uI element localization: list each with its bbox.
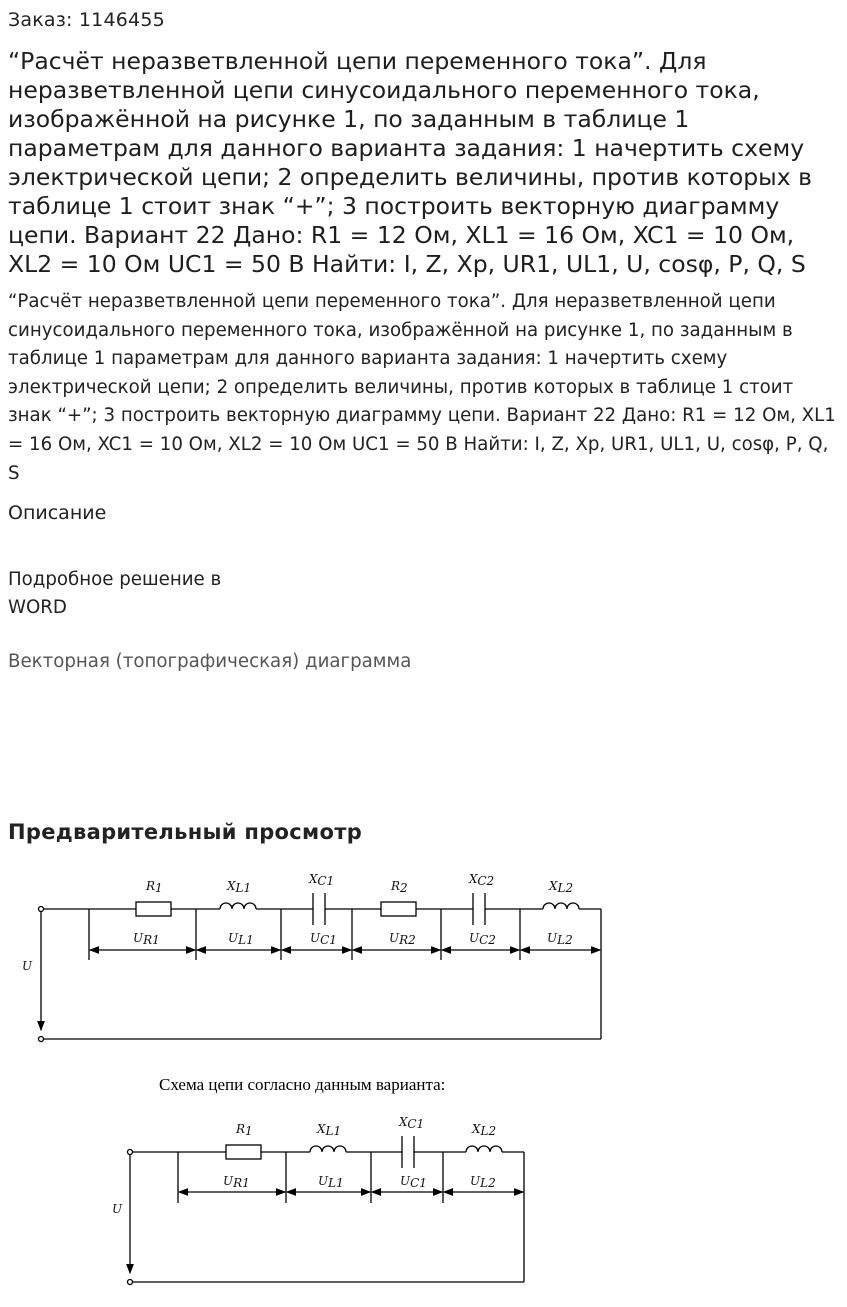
circuit1-el2-bottom: UL1 xyxy=(228,931,254,947)
preview-heading: Предварительный просмотр xyxy=(8,820,363,844)
circuit1-el4-bottom: UR2 xyxy=(389,931,416,947)
circuit2-source-label: U xyxy=(112,1202,123,1216)
circuit1-el3-bottom: UC1 xyxy=(310,931,337,947)
circuit2-el1-bottom: UR1 xyxy=(223,1174,250,1190)
circuit2-el2-bottom: UL1 xyxy=(318,1174,344,1190)
circuit1-el1-bottom: UR1 xyxy=(133,931,160,947)
circuit2-el1-top: R1 xyxy=(236,1122,253,1138)
solution-format xyxy=(8,566,221,622)
solution-format-line-2: WORD xyxy=(8,597,67,618)
circuit2-el3-bottom: UC1 xyxy=(400,1174,427,1190)
circuit2-el2-top: XL1 xyxy=(317,1122,342,1138)
circuit1-el5-bottom: UC2 xyxy=(469,931,496,947)
circuit1-el6-top: XL2 xyxy=(549,879,574,895)
vector-diagram-note: Векторная (топографическая) диаграмма xyxy=(8,651,412,672)
circuit1-el5-top: XC2 xyxy=(469,872,495,888)
page-title: “Расчёт неразветвленной цепи переменного тока”. Для неразветвленной цепи синусоидального переменного тока, изображённой на рисунке 1, по заданным в таблице 1 параметрам для данного варианта задания: 1 начертить схему электрической цепи; 2 определить величины, против которых в таблице 1 стоит знак “+”; 3 построить векторную диаграмму цепи. Вариант 22 Дано: R1 = 12 Ом, XL1 = 16 Ом, XC1 = 10 Ом, XL2 = 10 Ом UC1 = 50 В Найти: I, Z, Xp, UR1, UL1, U, cosφ, P, Q, S xyxy=(8,47,812,278)
circuit-diagram-2 xyxy=(128,1136,525,1285)
circuit1-el1-top: R1 xyxy=(146,879,163,895)
task-description: “Расчёт неразветвленной цепи переменного тока”. Для неразветвленной цепи синусоидального переменного тока, изображённой на рисунке 1, по заданным в таблице 1 параметрам для данного варианта задания: 1 начертить схему электрической цепи; 2 определить величины, против которых в таблице 1 стоит знак “+”; 3 построить векторную диаграмму цепи. Вариант 22 Дано: R1 = 12 Ом, XL1 = 16 Ом, XC1 = 10 Ом, XL2 = 10 Ом UC1 = 50 В Найти: I, Z, Xp, UR1, UL1, U, cosφ, P, Q, S xyxy=(8,291,836,484)
circuit-diagram-1 xyxy=(39,893,602,1042)
circuit1-el3-top: XC1 xyxy=(309,872,335,888)
circuit2-el4-top: XL2 xyxy=(472,1122,497,1138)
circuit-caption: Схема цепи согласно данным варианта: xyxy=(159,1075,446,1094)
preview-image xyxy=(0,860,847,1300)
circuit1-el6-bottom: UL2 xyxy=(547,931,573,947)
circuit2-el3-top: XC1 xyxy=(399,1115,425,1131)
circuit1-el2-top: XL1 xyxy=(227,879,252,895)
description-heading: Описание xyxy=(8,502,107,524)
circuit2-el4-bottom: UL2 xyxy=(470,1174,496,1190)
circuit1-source-label: U xyxy=(22,959,33,973)
solution-format-line-1: Подробное решение в xyxy=(8,569,222,590)
circuit1-el4-top: R2 xyxy=(391,879,408,895)
order-number: Заказ: 1146455 xyxy=(8,9,165,31)
